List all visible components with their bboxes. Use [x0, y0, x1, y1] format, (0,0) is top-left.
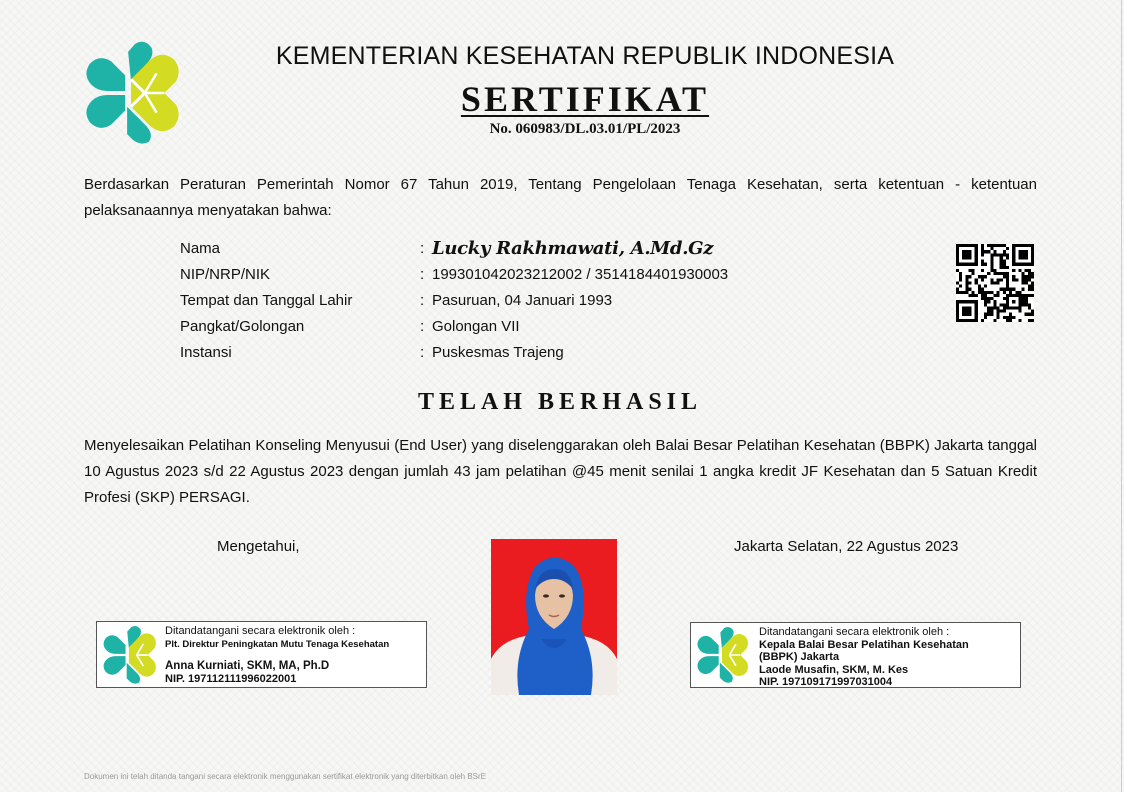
person-portrait-icon [491, 539, 617, 695]
field-label: Tempat dan Tanggal Lahir [180, 292, 353, 309]
field-value: Golongan VII [432, 318, 520, 335]
recipient-name: Lucky Rakhmawati, A.Md.Gz [432, 238, 714, 259]
certificate-title-text: SERTIFIKAT [460, 79, 710, 119]
place-and-date: Jakarta Selatan, 22 Agustus 2023 [734, 538, 959, 555]
field-value: 199301042023212002 / 3514184401930003 [432, 266, 729, 283]
ministry-logo-small-icon [695, 626, 751, 684]
intro-paragraph: Berdasarkan Peraturan Pemerintah Nomor 67 Tahun 2019, Tentang Pengelolaan Tenaga Kesehatan, serta ketentuan - ketentuan pelaksanaannya menyatakan bahwa: [84, 176, 1037, 219]
signer-name: Laode Musafin, SKM, M. Kes [759, 663, 909, 676]
field-value: Pasuruan, 04 Januari 1993 [432, 292, 613, 309]
training-description: Menyelesaikan Pelatihan Konseling Menyusui (End User) yang diselenggarakan oleh Balai Besar Pelatihan Kesehatan (BBPK) Jakarta tanggal 10 Agustus 2023 s/d 22 Agustus 2023 dengan jumlah 43 jam pelatihan @45 menit senilai 1 angka kredit JF Kesehatan dan 5 Satuan Kredit Profesi (SKP) PERSAGI. [84, 437, 1037, 506]
field-label: Pangkat/Golongan [180, 318, 305, 335]
field-label: Instansi [180, 344, 232, 361]
certificate-title [0, 78, 1124, 120]
ministry-logo-small-icon [101, 625, 159, 685]
signer-position-line2: (BBPK) Jakarta [759, 651, 840, 663]
signature-box-left [96, 621, 427, 688]
footer-note: Dokumen ini telah ditanda tangani secara elektronik menggunakan sertifikat elektronik yang diterbitkan oleh BSrE [84, 772, 487, 781]
success-heading: TELAH BERHASIL [417, 389, 703, 415]
signature-box-right [690, 622, 1021, 688]
field-colon: : [420, 344, 425, 361]
signed-by-label: Ditandatangani secara elektronik oleh : [165, 625, 356, 637]
signer-name: Anna Kurniati, SKM, MA, Ph.D [165, 660, 330, 672]
signer-nip: NIP. 197112111996022001 [165, 673, 297, 685]
qr-code-icon [956, 243, 1034, 323]
field-value: Puskesmas Trajeng [432, 344, 564, 361]
field-colon: : [420, 292, 425, 309]
signer-position-line1: Kepala Balai Besar Pelatihan Kesehatan [759, 638, 969, 651]
ministry-name: KEMENTERIAN KESEHATAN REPUBLIK INDONESIA [275, 42, 895, 70]
recipient-photo [491, 539, 617, 695]
acknowledged-label: Mengetahui, [217, 538, 300, 555]
field-colon: : [420, 266, 425, 283]
signer-position: Plt. Direktur Peningkatan Mutu Tenaga Kesehatan [165, 639, 390, 650]
field-label: Nama [180, 240, 221, 257]
certificate-number: No. 060983/DL.03.01/PL/2023 [489, 121, 681, 137]
field-colon: : [420, 240, 425, 257]
signed-by-label: Ditandatangani secara elektronik oleh : [759, 626, 950, 638]
field-label: NIP/NRP/NIK [180, 266, 271, 283]
signature-text-left [165, 625, 389, 686]
signer-nip: NIP. 197109171997031004 [759, 676, 893, 688]
field-colon: : [420, 318, 425, 335]
signature-text-right [759, 626, 969, 689]
